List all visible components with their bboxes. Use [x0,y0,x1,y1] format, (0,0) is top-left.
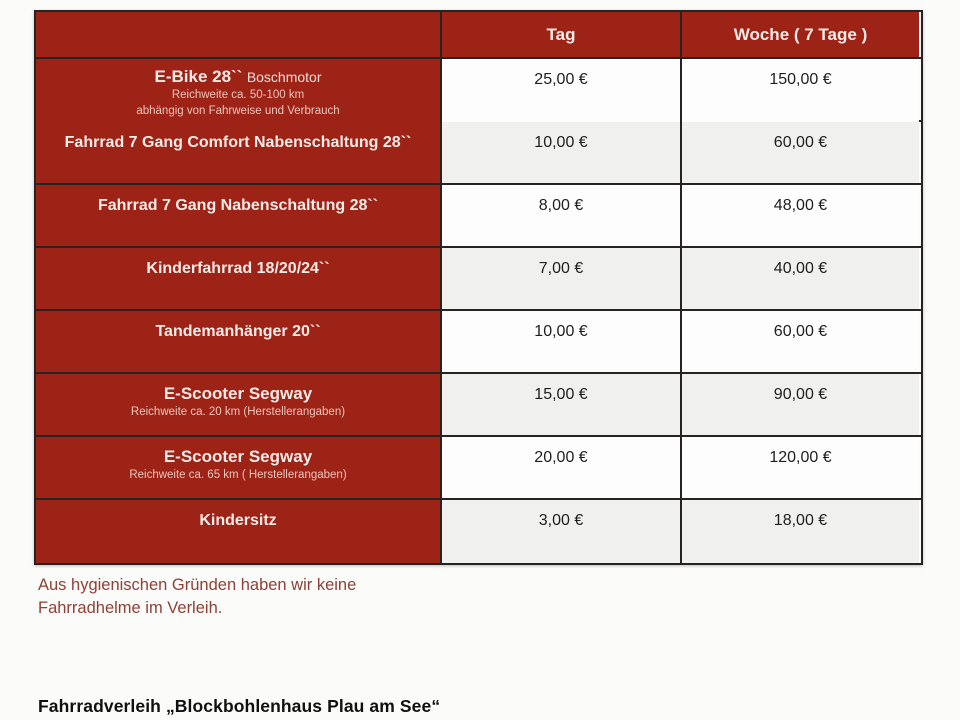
item-cell [36,122,442,183]
item-cell-ebike [36,59,442,125]
table-row [36,500,921,563]
week-price: 60,00 € [682,311,919,372]
item-title: Kindersitz [199,512,277,529]
week-price: 18,00 € [682,500,919,563]
item-subtitle: abhängig von Fahrweise und Verbrauch [136,104,340,117]
table-header-row [36,12,921,59]
header-cell-week: Woche ( 7 Tage ) [682,12,919,57]
table-row [36,185,921,248]
day-price: 7,00 € [442,248,682,309]
item-title: E-Scooter Segway [163,384,313,403]
item-cell [36,311,442,372]
item-cell [36,248,442,309]
item-cell [36,374,442,435]
table-row [36,311,921,374]
table-row [36,248,921,311]
item-title: Kinderfahrrad 18/20/24`` [146,260,330,277]
item-subtitle: Reichweite ca. 65 km ( Herstellerangaben) [129,469,347,481]
item-title: Fahrrad 7 Gang Comfort Nabenschaltung 28`` [64,134,412,151]
item-title: E-Bike 28`` [154,67,243,86]
item-title-line [42,67,434,87]
item-title: Tandemanhänger 20`` [155,323,321,340]
table-row [36,122,921,185]
week-price: 90,00 € [682,374,919,435]
item-title: Fahrrad 7 Gang Nabenschaltung 28`` [97,197,379,214]
day-price: 15,00 € [442,374,682,435]
item-cell [36,437,442,498]
day-price: 10,00 € [442,122,682,183]
day-price: 20,00 € [442,437,682,498]
table-row [36,437,921,500]
week-price: 60,00 € [682,122,919,183]
item-subtitle: Reichweite ca. 20 km (Herstellerangaben) [130,406,346,418]
day-price: 3,00 € [442,500,682,563]
week-price: 150,00 € [682,59,919,125]
hygiene-note-line1: Aus hygienischen Gründen haben wir keine [38,576,357,594]
day-price: 8,00 € [442,185,682,246]
item-title-suffix: Boschmotor [246,69,322,85]
item-cell [36,185,442,246]
week-price: 120,00 € [682,437,919,498]
item-subtitle: Reichweite ca. 50-100 km [171,89,305,101]
table-row [36,374,921,437]
hygiene-note-line2: Fahrradhelme im Verleih. [38,598,223,617]
item-cell [36,500,442,563]
header-cell-day: Tag [442,12,682,57]
day-price: 10,00 € [442,311,682,372]
day-price: 25,00 € [442,59,682,125]
rental-price-table [34,10,923,565]
table-row [36,59,921,122]
week-price: 40,00 € [682,248,919,309]
rental-company-title: Fahrradverleih „Blockbohlenhaus Plau am See“ [38,696,441,716]
hygiene-note [38,574,356,620]
week-price: 48,00 € [682,185,919,246]
header-cell-item [36,12,442,57]
item-title: E-Scooter Segway [163,447,313,466]
